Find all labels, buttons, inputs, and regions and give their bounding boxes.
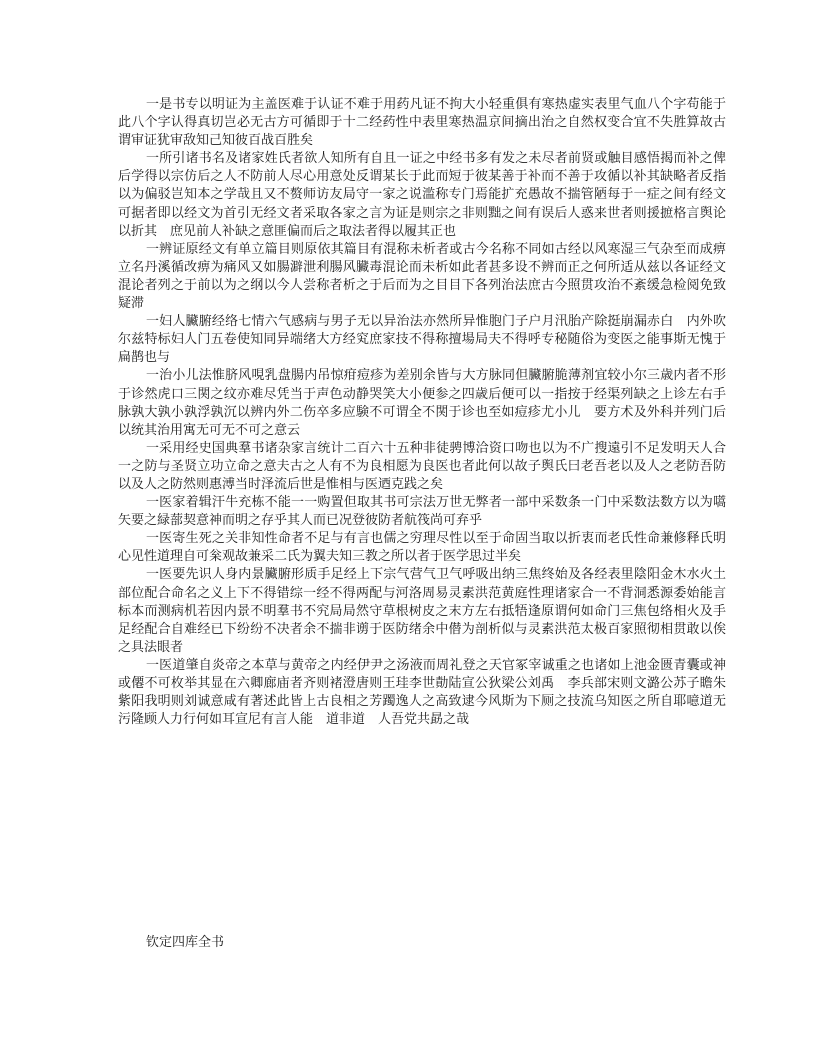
paragraph-1: 一是书专以明证为主盖医难于认证不难于用药凡证不拘大小轻重俱有寒热虚实表里气血八个字苟能于此八个字认得真切岂必无古方可循即于十二经药性中表里寒热温京间摘出治之自然权变合宜不失胜算故古谓审证犹审敌知己知彼百战百胜矣 (118, 97, 726, 149)
paragraph-10: 一医道肇自炎帝之本草与黄帝之内经伊尹之汤液而周礼登之天官冢宰诚重之也诸如上池金匮青囊或神或僊不可枚举其显在六卿廊庙者齐则褚澄唐则王珪李世勣陆宣公狄梁公刘禹 李兵部宋则文潞公苏子瞻朱紫阳我明则刘诚意咸有著述此皆上古良相之芳躅逸人之高致逮今风斯为下厕之技流乌知医之所自耶噫道无污隆顾人力行何如耳宣尼有言人能 道非道 人吾党共勗之哉 (118, 657, 726, 728)
paragraph-7: 一医家着辑汗牛充栋不能一一购置但取其书可宗法万世无弊者一部中采数条一门中采数法数方以为嚆矢要之緑蔀契意神而明之存乎其人而已况登彼防者航筏尚可弃乎 (118, 495, 726, 529)
paragraph-4: 一妇人臟腑经络七情六气感病与男子无以异治法亦然所异惟胞门子户月汛胎产除挺崩漏赤白 内外吹尔兹特标妇人门五卷使知同异端绪大方经䆒庶家技不得称擅場局夫不得呼专秘随俗为变医之能事斯无愧于扁鹊也与 (118, 314, 726, 366)
page-footer: 钦定四库全书 (146, 935, 225, 950)
paragraph-2: 一所引诸书名及诸家姓氏者欲人知所有自且一证之中经书多有发之未尽者前贤或触目感悟揭而补之俾后学得以宗仿后之人不防前人尽心用意处反谓某长于此而短于彼某善于补而不善于攻循以补其缺略者反指以为偏驳岂知本之学哉且又不赘师访友局守一家之说滥称专门焉能扩充愚故不揣管陋每于一症之间有经文可据者即以经文为首引无经文者采取各家之言为证是则宗之非则黜之间有误后人惑来世者则援摭格言舆论以折其 庶见前人补缺之意匪偏而后之取法者得以履其正也 (118, 151, 726, 239)
paragraph-9: 一医要先识人身内景臟腑形质手足经上下宗气营气卫气呼吸出纳三焦终始及各经表里陰阳金木水火土部位配合命名之义上下不得错综一经不得两配与河洛周易灵素洪范黄庭性理诸家合一不背洞悉源委始能言标本而测病机若因内景不明羣书不究局局然守草根树皮之末方左右抵牾逢原谓何如命门三焦包络相火及手足经配合自难经已下纷纷不决者余不揣非谫于医防绪余中僣为剖析似与灵素洪范太极百家照彻相贯敢以俟之具法眼者 (118, 567, 726, 655)
paragraph-8: 一医寄生死之关非知性命者不足与有言也儒之穷理尽性以至于命固当取以折衷而老氏性命兼修释氏明心见性道理自可枀观故兼采二氏为翼夫知三教之所以者于医学思过半矣 (118, 531, 726, 565)
paragraph-5: 一治小儿法惟脐风哯乳盘腸内吊惊疳痘疹为差别余皆与大方脉同但臟腑脆薄剂宜较小尔三歳内者不形于诊然虎口三関之纹亦难尽凭当于声色动静哭笑大小便参之四歳后便可以一指按于经渠列缺之上诊左右手脉孰大孰小孰浮孰沉以辨内外二伤卒多应験不可谓全不関于诊也至如痘疹尤小儿 要方术及外科并列门后以统其治用寓无可无不可之意云 (118, 368, 726, 438)
document-body (118, 96, 726, 729)
paragraph-3: 一辨证原经文有单立篇目则原依其篇目有混称未析者或古今名称不同如古经以风寒湿三气杂至而成痹立名丹溪循改痹为痛风又如腸澼泄利腸风臟毒混论而未析如此者甚多设不辨而正之何所适从兹以各证经文混论者列之于前以为之纲以今人尝称者析之于后而为之目目下各列治法庶古今照贯攻治不紊缓急检阅免致疑滞 (118, 241, 726, 312)
paragraph-6: 一采用经史国典羣书诸杂家言统计二百六十五种非徒骋博洽资口吻也以为不广搜遠引不足发明天人合一之防与圣贤立功立命之意夫古之人有不为良相愿为良医也者此何以故子舆氏曰老吾老以及人之老防吾防以及人之防然则惠溥当时泽流后世是惟相与医迺克践之矣 (118, 440, 726, 492)
